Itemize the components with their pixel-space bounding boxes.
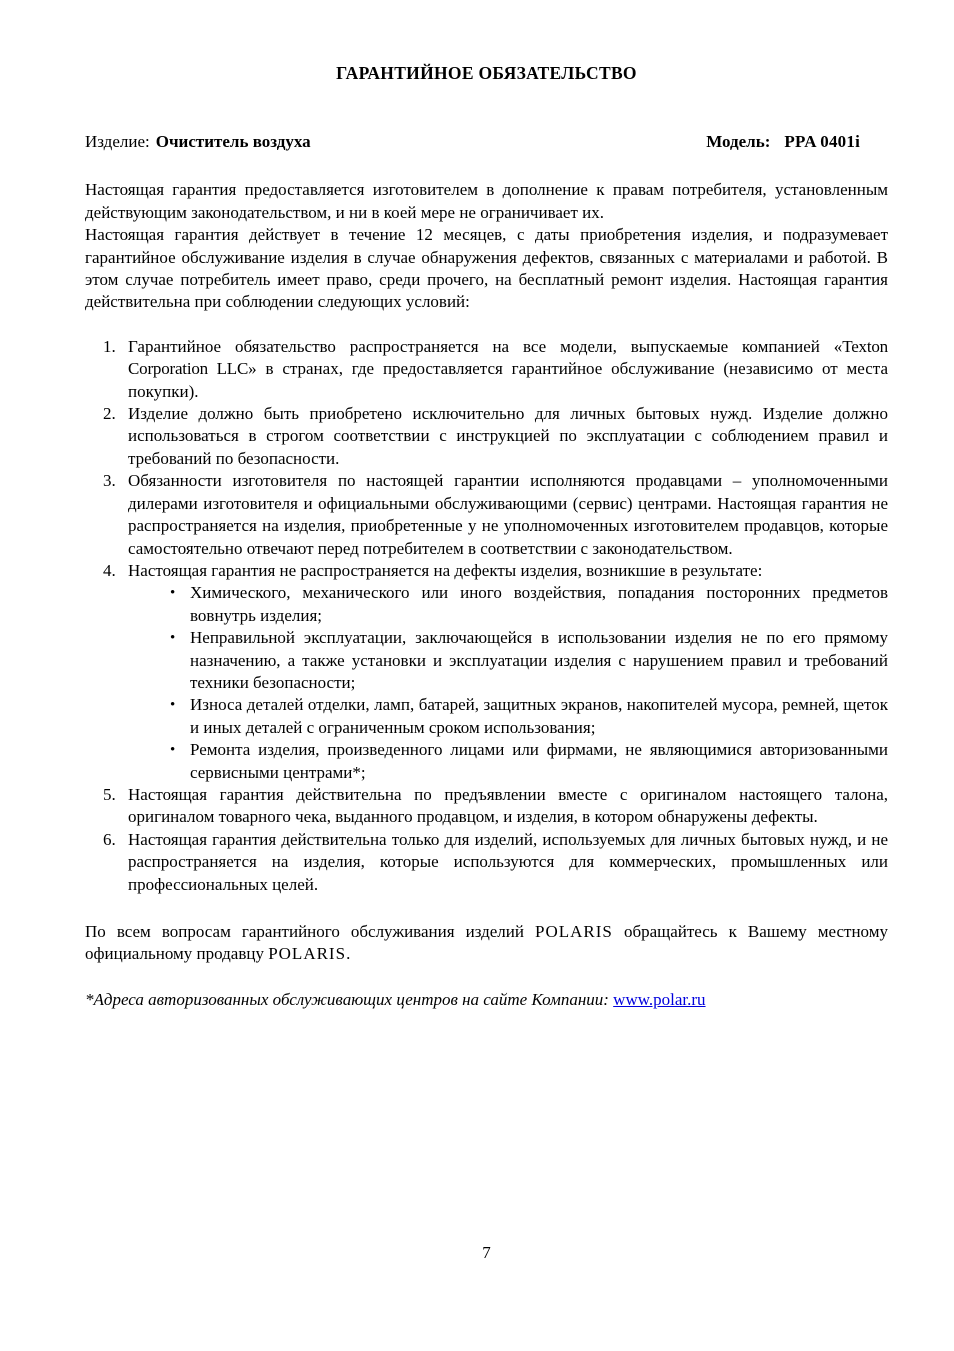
condition-item-2 xyxy=(85,403,888,470)
condition-number: 2. xyxy=(103,404,116,424)
condition-text: Изделие должно быть приобретено исключительно для личных бытовых нужд. Изделие должно использоваться в строгом соответствии с инструкцией по эксплуатации с соблюдением правил и требований по безопасности. xyxy=(128,404,888,468)
condition-item-4 xyxy=(85,560,888,784)
polaris-brand-name: POLARIS xyxy=(535,922,613,941)
model-value: PPA 0401i xyxy=(784,132,860,151)
model-label: Модель: xyxy=(706,132,771,151)
condition-item-1 xyxy=(85,336,888,403)
page-number: 7 xyxy=(482,1243,491,1262)
condition-1-text-before: Гарантийное обязательство распространяется на все модели, выпускаемые компанией « xyxy=(128,336,843,356)
condition-text: Настоящая гарантия действительна по предъявлении вместе с оригиналом настоящего талона, оригиналом товарного чека, выданного продавцом, и изделия, в котором обнаружены дефекты. xyxy=(128,784,888,827)
exclusion-text: Химического, механического или иного воздействия, попадания посторонних предметов вовнутрь изделия; xyxy=(190,583,888,625)
footnote xyxy=(85,989,888,1011)
service-text-1: По всем вопросам гарантийного обслуживания изделий xyxy=(85,922,536,941)
manufacturer-brand-name: Texton Corporation LLC xyxy=(128,336,888,379)
service-info-paragraph xyxy=(85,921,888,966)
condition-text xyxy=(128,336,888,403)
polaris-brand-name: POLARIS xyxy=(268,944,347,964)
conditions-list xyxy=(85,336,888,896)
condition-4-intro: Настоящая гарантия не распространяется на дефекты изделия, возникшие в результате: xyxy=(128,560,763,580)
condition-number: 5. xyxy=(103,784,116,804)
exclusion-text: Ремонта изделия, произведенного лицами или фирмами, не являющимися авторизованными сервисными центрами*; xyxy=(190,740,888,782)
service-text-3: . xyxy=(346,944,351,964)
condition-text: Настоящая гарантия действительна только для изделий, используемых для личных бытовых нужд, и не распространяется на изделия, которые используются для коммерческих, промышленных или профессиональных целей. xyxy=(128,829,888,894)
condition-number: 6. xyxy=(103,829,116,849)
bullet-icon: • xyxy=(170,697,176,714)
exclusion-text: Неправильной эксплуатации, заключающейся в использовании изделия не по его прямому назначению, а также установки и эксплуатации изделия с нарушением правил и требований техники безопасности; xyxy=(190,628,888,692)
page-title: ГАРАНТИЙНОЕ ОБЯЗАТЕЛЬСТВО xyxy=(336,63,637,83)
product-model-row xyxy=(85,131,888,153)
exclusions-list xyxy=(128,582,888,784)
condition-number: 3. xyxy=(103,471,116,491)
condition-text xyxy=(128,560,888,784)
exclusion-item xyxy=(128,582,888,627)
intro-paragraph-2: Настоящая гарантия действует в течение 12 месяцев, с даты приобретения изделия, и подразумевает гарантийное обслуживание изделия в случае обнаружения дефектов, связанных с материалами и работой. В этом случае потребитель имеет право, среди прочего, на бесплатный ремонт изделия. Настоящая гарантия действительна при соблюдении следующих условий: xyxy=(85,225,888,312)
exclusion-item xyxy=(128,739,888,784)
intro-paragraph-1: Настоящая гарантия предоставляется изготовителем в дополнение к правам потребителя, установленным действующим законодательством, и ни в коей мере не ограничивает их. xyxy=(85,180,888,222)
condition-item-6 xyxy=(85,829,888,896)
intro-section xyxy=(85,179,888,313)
bullet-icon: • xyxy=(170,630,176,647)
condition-1-text-after: » в странах, где предоставляется гарантийное обслуживание (независимо от места покупки). xyxy=(128,359,888,401)
exclusion-text: Износа деталей отделки, ламп, батарей, защитных экранов, накопителей мусора, ремней, щеток и иных деталей с ограниченным сроком использования; xyxy=(190,695,888,737)
product-value: Очиститель воздуха xyxy=(155,132,311,151)
exclusion-item xyxy=(128,627,888,694)
bullet-icon: • xyxy=(170,585,176,602)
bullet-icon: • xyxy=(170,742,176,759)
condition-number: 1. xyxy=(103,336,116,356)
condition-item-3 xyxy=(85,470,888,560)
footnote-text: *Адреса авторизованных обслуживающих центров на сайте Компании: xyxy=(85,989,614,1009)
service-text-2: обращайтесь к Вашему местному официальному продавцу xyxy=(85,922,888,964)
product-label: Изделие: xyxy=(85,132,150,151)
condition-text: Обязанности изготовителя по настоящей гарантии исполняются продавцами – уполномоченными дилерами изготовителя и официальными обслуживающими (сервис) центрами. Настоящая гарантия не распространяется на изделия, приобретенные у не уполномоченных изготовителем продавцов, которые самостоятельно отвечают перед потребителем в соответствии с законодательством. xyxy=(128,471,888,558)
exclusion-item xyxy=(128,694,888,739)
footnote-link[interactable]: www.polar.ru xyxy=(613,989,706,1009)
condition-number: 4. xyxy=(103,560,116,580)
condition-item-5 xyxy=(85,784,888,829)
model-block xyxy=(706,131,860,153)
